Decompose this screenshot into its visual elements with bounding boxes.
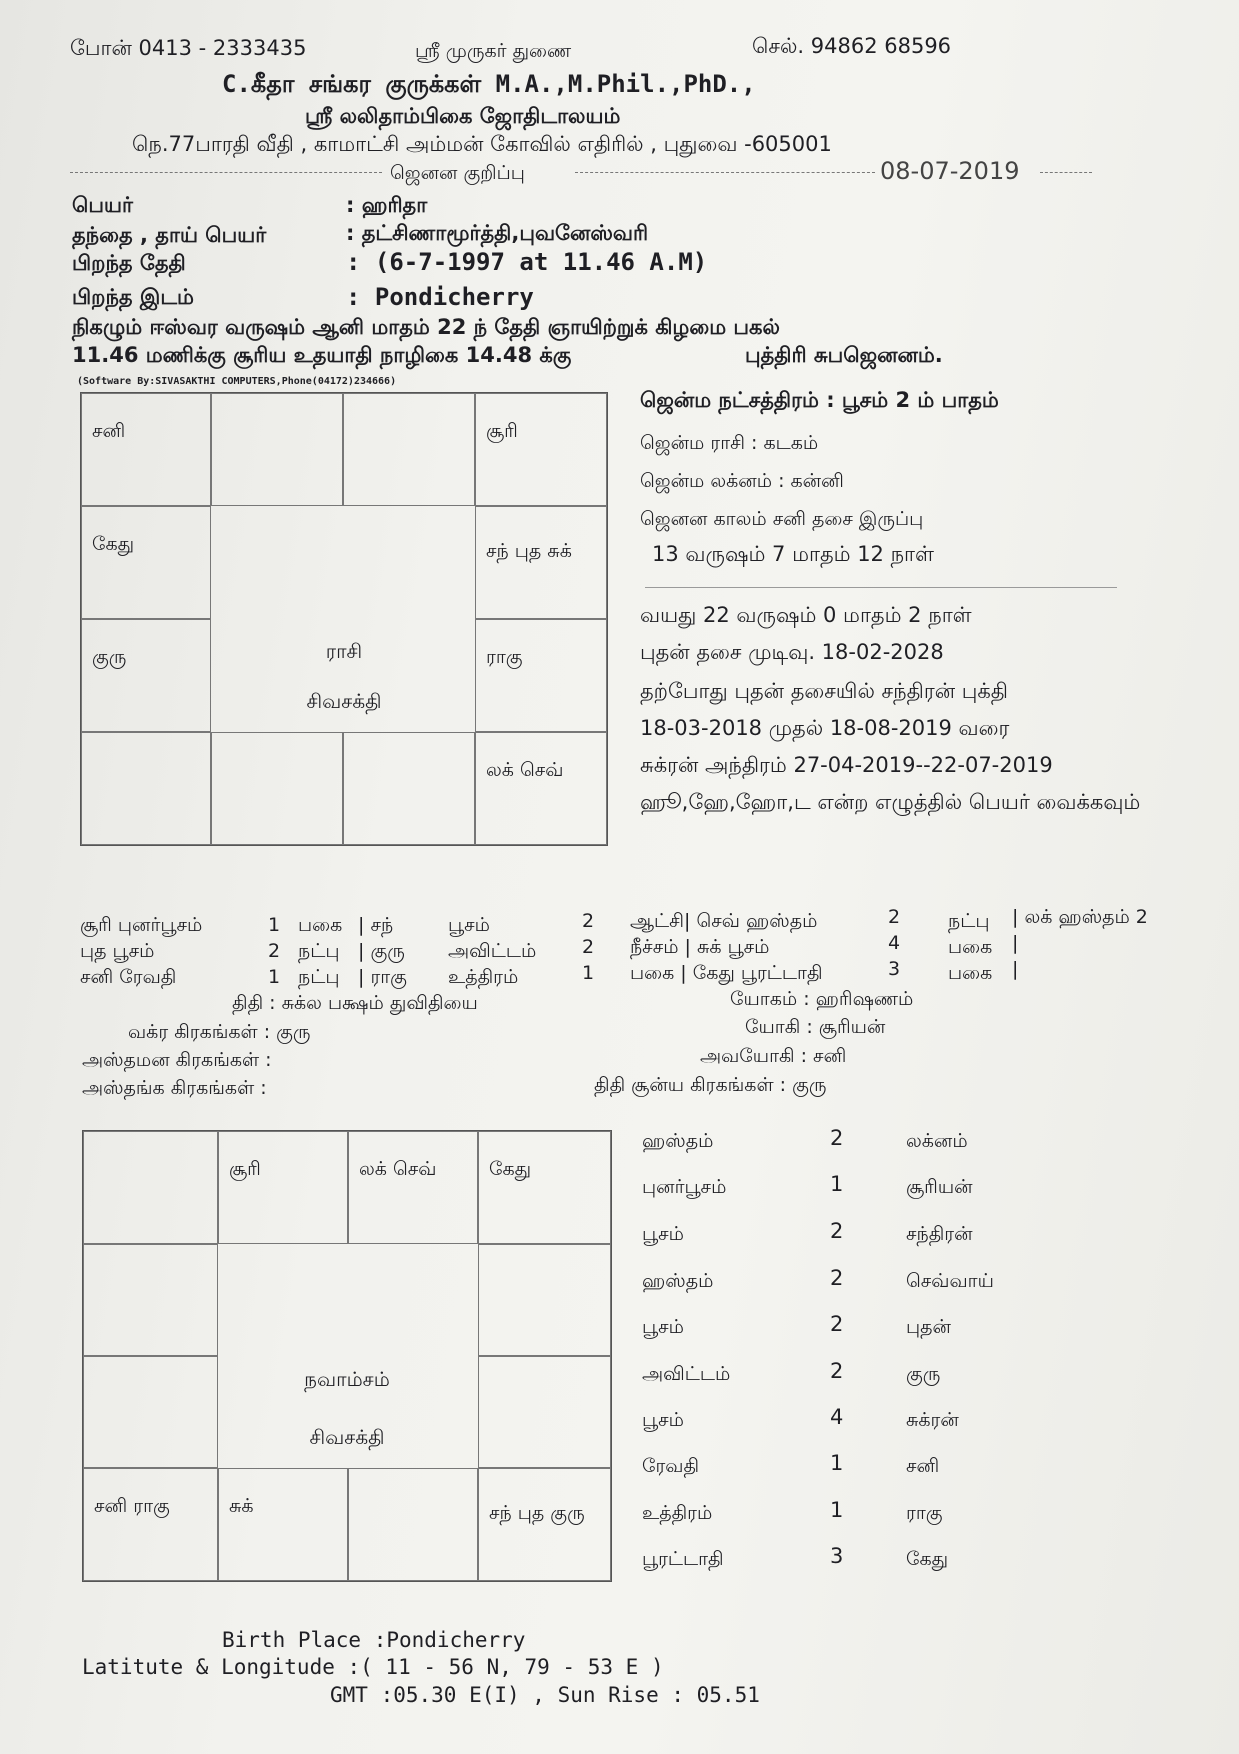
detail-label-parents: தந்தை , தாய் பெயர் xyxy=(72,223,267,247)
info-divider xyxy=(645,587,1117,588)
detail-value-dob: : (6-7-1997 at 11.46 A.M) xyxy=(346,248,708,276)
planet-cell: பகை xyxy=(948,936,993,958)
rasi-cell-3-4: ராகு xyxy=(475,619,607,732)
birth-rasi: ஜென்ம ராசி : கடகம் xyxy=(640,432,819,454)
navamsa-cell-4-4: சந் புத குரு xyxy=(478,1468,611,1581)
planet-cell: 1 xyxy=(268,914,281,936)
star-planet: செவ்வாய் xyxy=(906,1270,994,1292)
star-pada: 4 xyxy=(830,1405,844,1429)
planet-cell: உத்திரம் xyxy=(448,966,519,988)
age: வயது 22 வருஷம் 0 மாதம் 2 நாள் xyxy=(640,603,972,627)
rasi-center-sub: சிவசக்தி xyxy=(306,689,382,713)
birth-lagnam: ஜென்ம லக்னம் : கன்னி xyxy=(640,470,844,492)
navamsa-cell-4-1: சனி ராகு xyxy=(83,1468,218,1581)
rasi-cell-1-4: சூரி xyxy=(475,393,607,506)
planet-cell: 1 xyxy=(268,966,281,988)
star-name: பூசம் xyxy=(642,1409,684,1431)
star-pada: 2 xyxy=(830,1359,844,1383)
planet-cell: பகை | கேது பூரட்டாதி xyxy=(630,962,823,984)
navamsa-center-title: நவாம்சம் xyxy=(304,1367,390,1391)
planet-cell: சூரி புனர்பூசம் xyxy=(80,914,203,936)
document-date: 08-07-2019 xyxy=(880,157,1020,185)
star-planet: லக்னம் xyxy=(906,1130,968,1152)
software-credit: (Software By:SIVASAKTHI COMPUTERS,Phone(04172)234666) xyxy=(77,376,397,387)
birth-star: ஜென்ம நட்சத்திரம் : பூசம் 2 ம் பாதம் xyxy=(640,388,999,412)
navamsa-cell-1-2: சூரி xyxy=(218,1131,348,1244)
birth-description-line2: 11.46 மணிக்கு சூரிய உதயாதி நாழிகை 14.48 க்கு xyxy=(72,343,572,367)
navamsa-center-sub: சிவசக்தி xyxy=(309,1425,385,1449)
star-pada: 1 xyxy=(830,1172,844,1196)
footer-lat-long: Latitute & Longitude :( 11 - 56 N, 79 - 53 E ) xyxy=(82,1655,664,1679)
star-name: அவிட்டம் xyxy=(642,1363,731,1385)
star-name: புனர்பூசம் xyxy=(642,1176,727,1198)
planet-cell: | xyxy=(1012,958,1019,980)
document-title: ஜெனன குறிப்பு xyxy=(390,162,525,184)
star-planet: சனி xyxy=(906,1455,940,1477)
detail-label-dob: பிறந்த தேதி xyxy=(72,251,186,275)
institution-name: ஸ்ரீ லலிதாம்பிகை ஜோதிடாலயம் xyxy=(305,104,621,128)
planet-cell: நட்பு xyxy=(298,940,340,962)
rasi-cell-4-1 xyxy=(81,732,211,845)
planet-cell: பூசம் xyxy=(448,914,490,936)
rasi-cell-2-1: கேது xyxy=(81,506,211,619)
avayogi: அவயோகி : சனி xyxy=(700,1045,847,1067)
rasi-cell-1-3 xyxy=(343,393,475,506)
planet-cell: 2 xyxy=(888,906,901,928)
star-planet: சுக்ரன் xyxy=(906,1409,959,1431)
rasi-cell-3-1: குரு xyxy=(81,619,211,732)
star-name: ஹஸ்தம் xyxy=(642,1270,714,1292)
rasi-chart xyxy=(80,392,608,846)
star-pada: 2 xyxy=(830,1219,844,1243)
footer-birth-place: Birth Place :Pondicherry xyxy=(222,1628,526,1652)
rasi-cell-4-3 xyxy=(343,732,475,845)
star-pada: 1 xyxy=(830,1451,844,1475)
star-name: உத்திரம் xyxy=(642,1502,713,1524)
navamsa-cell-4-2: சுக் xyxy=(218,1468,348,1581)
asthamana-planets: அஸ்தமன கிரகங்கள் : xyxy=(82,1049,272,1071)
planet-cell: 2 xyxy=(268,940,281,962)
rasi-cell-2-4: சந் புத சுக் xyxy=(475,506,607,619)
star-planet: ராகு xyxy=(906,1502,943,1524)
star-pada: 2 xyxy=(830,1312,844,1336)
planet-cell: | xyxy=(1012,932,1019,954)
star-pada: 3 xyxy=(830,1544,844,1568)
planet-cell: | ராகு xyxy=(358,966,407,988)
star-pada: 2 xyxy=(830,1126,844,1150)
dasa-balance-label: ஜெனன காலம் சனி தசை இருப்பு xyxy=(640,508,924,530)
address: நெ.77பாரதி வீதி , காமாட்சி அம்மன் கோவில் எதிரில் , புதுவை -605001 xyxy=(132,132,832,156)
star-pada: 1 xyxy=(830,1498,844,1522)
planet-cell: பகை xyxy=(948,962,993,984)
planet-cell: | லக் ஹஸ்தம் 2 xyxy=(1012,906,1148,928)
planet-cell: ஆட்சி| செவ் ஹஸ்தம் xyxy=(630,910,818,932)
navamsa-cell-1-1 xyxy=(83,1131,218,1244)
rasi-cell-4-4: லக் செவ் xyxy=(475,732,607,845)
planet-cell: புத பூசம் xyxy=(80,940,155,962)
rasi-cell-4-2 xyxy=(211,732,343,845)
divider-end xyxy=(1040,172,1092,173)
cell-number: செல். 94862 68596 xyxy=(752,34,952,58)
planet-cell: 2 xyxy=(582,936,595,958)
yogam: யோகம் : ஹரிஷணம் xyxy=(730,988,914,1010)
star-name: பூசம் xyxy=(642,1223,684,1245)
navamsa-cell-4-3 xyxy=(348,1468,478,1581)
star-name: ஹஸ்தம் xyxy=(642,1130,714,1152)
planet-cell: சனி ரேவதி xyxy=(80,966,177,988)
divider-left xyxy=(70,172,382,173)
rasi-cell-1-2 xyxy=(211,393,343,506)
rasi-cell-1-1: சனி xyxy=(81,393,211,506)
star-planet: குரு xyxy=(906,1363,941,1385)
planet-cell: 4 xyxy=(888,932,901,954)
footer-gmt-sunrise: GMT :05.30 E(I) , Sun Rise : 05.51 xyxy=(330,1683,760,1707)
detail-value-name: : ஹரிதா xyxy=(346,193,428,217)
thithi: திதி : சுக்ல பக்ஷம் துவிதியை xyxy=(232,992,478,1014)
blessing-text: ஸ்ரீ முருகர் துணை xyxy=(415,40,572,62)
planet-cell: | குரு xyxy=(358,940,405,962)
star-name: ரேவதி xyxy=(642,1455,700,1477)
detail-label-name: பெயர் xyxy=(72,193,133,217)
navamsa-cell-1-3: லக் செவ் xyxy=(348,1131,478,1244)
planet-cell: 3 xyxy=(888,958,901,980)
bhukti-period: 18-03-2018 முதல் 18-08-2019 வரை xyxy=(640,716,1010,740)
star-planet: புதன் xyxy=(906,1316,951,1338)
star-pada: 2 xyxy=(830,1266,844,1290)
divider-right xyxy=(575,172,875,173)
birth-description-line2b: புத்திரி சுபஜெனனம். xyxy=(745,343,943,367)
star-name: பூரட்டாதி xyxy=(642,1548,724,1570)
thithi-sunya-planets: திதி சூன்ய கிரகங்கள் : குரு xyxy=(594,1074,827,1096)
planet-cell: 2 xyxy=(582,910,595,932)
navamsa-cell-2-4 xyxy=(478,1244,611,1356)
planet-cell: | சந் xyxy=(358,914,394,936)
dasa-end: புதன் தசை முடிவு. 18-02-2028 xyxy=(640,640,944,664)
star-name: பூசம் xyxy=(642,1316,684,1338)
yogi: யோகி : சூரியன் xyxy=(745,1016,886,1038)
navamsa-cell-1-4: கேது xyxy=(478,1131,611,1244)
detail-value-pob: : Pondicherry xyxy=(346,283,534,311)
planet-cell: நட்பு xyxy=(948,910,990,932)
detail-value-parents: : தட்சிணாமூர்த்தி,புவனேஸ்வரி xyxy=(346,221,649,245)
planet-cell: 1 xyxy=(582,962,595,984)
star-planet: சந்திரன் xyxy=(906,1223,973,1245)
detail-label-pob: பிறந்த இடம் xyxy=(72,285,194,309)
navamsa-cell-2-1 xyxy=(83,1244,218,1356)
planet-cell: நட்பு xyxy=(298,966,340,988)
planet-cell: அவிட்டம் xyxy=(448,940,537,962)
birth-description-line1: நிகழும் ஈஸ்வர வருஷம் ஆனி மாதம் 22 ந் தேதி ஞாயிற்றுக் கிழமை பகல் xyxy=(72,315,780,339)
rasi-center-title: ராசி xyxy=(325,639,363,663)
planet-cell: நீச்சம் | சுக் பூசம் xyxy=(630,936,770,958)
antaram-period: சுக்ரன் அந்திரம் 27-04-2019--22-07-2019 xyxy=(640,753,1053,777)
current-bhukti: தற்போது புதன் தசையில் சந்திரன் புக்தி xyxy=(640,679,1009,703)
navamsa-chart xyxy=(82,1130,612,1582)
planet-cell: பகை xyxy=(298,914,343,936)
dasa-balance-value: 13 வருஷம் 7 மாதம் 12 நாள் xyxy=(652,542,934,566)
vakra-planets: வக்ர கிரகங்கள் : குரு xyxy=(128,1021,311,1043)
phone-number: போன் 0413 - 2333435 xyxy=(70,36,307,60)
star-planet: கேது xyxy=(906,1548,949,1570)
astrologer-name: C.கீதா சங்கர குருக்கள் M.A.,M.Phil.,PhD., xyxy=(222,70,756,98)
name-letters: ஹூ,ஹே,ஹோ,ட என்ற எழுத்தில் பெயர் வைக்கவும் xyxy=(640,790,1141,814)
star-planet: சூரியன் xyxy=(906,1176,973,1198)
asthanga-planets: அஸ்தங்க கிரகங்கள் : xyxy=(82,1077,267,1099)
